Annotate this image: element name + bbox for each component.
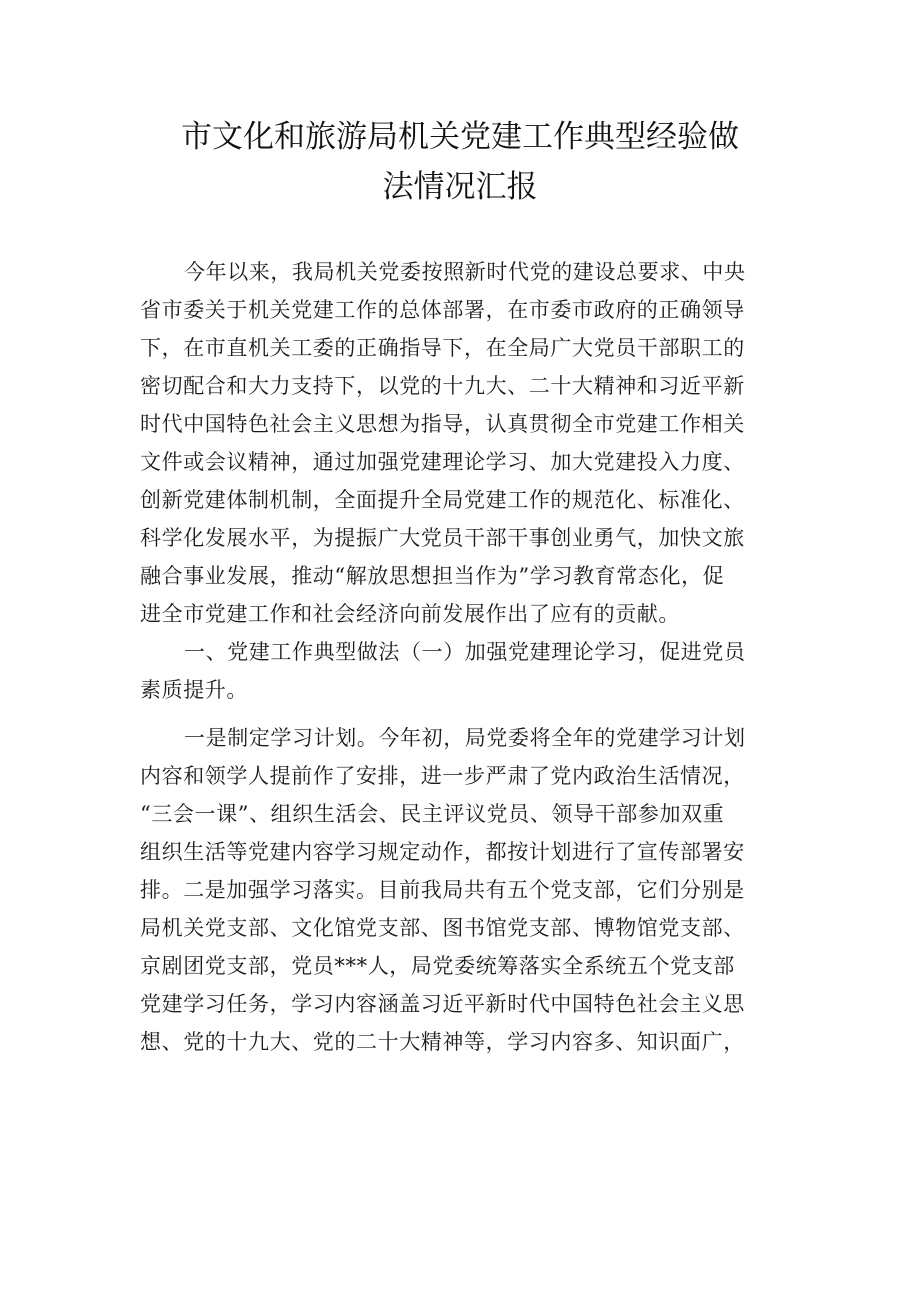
title-line-1: 市文化和旅游局机关党建工作典型经验做 xyxy=(181,119,739,155)
paragraph-2-line-3: “三会一课”、组织生活会、民主评议党员、领导干部参加双重 xyxy=(140,802,725,826)
paragraph-1-line-3: 下，在市直机关工委的正确指导下，在全局广大党员干部职工的 xyxy=(140,336,745,360)
paragraph-1-line-5: 时代中国特色社会主义思想为指导，认真贯彻全市党建工作相关 xyxy=(140,412,745,436)
paragraph-1-line-1: 今年以来，我局机关党委按照新时代党的建设总要求、中央 xyxy=(184,260,746,284)
paragraph-2-line-6: 局机关党支部、文化馆党支部、图书馆党支部、博物馆党支部、 xyxy=(140,916,745,940)
paragraph-1-line-7: 创新党建体制机制，全面提升全局党建工作的规范化、标准化、 xyxy=(140,488,745,512)
paragraph-1-line-10: 进全市党建工作和社会经济向前发展作出了应有的贡献。 xyxy=(140,602,680,626)
paragraph-2-line-1: 一是制定学习计划。今年初，局党委将全年的党建学习计划 xyxy=(184,726,746,750)
document-title xyxy=(120,112,800,212)
section-heading-line-1: 一、党建工作典型做法（一）加强党建理论学习，促进党员 xyxy=(184,640,746,664)
paragraph-2-line-4: 组织生活等党建内容学习规定动作，都按计划进行了宣传部署安 xyxy=(140,840,745,864)
paragraph-2-line-5: 排。二是加强学习落实。目前我局共有五个党支部，它们分别是 xyxy=(140,878,745,902)
section-heading-line-2: 素质提升。 xyxy=(140,678,248,702)
paragraph-1-line-4: 密切配合和大力支持下，以党的十九大、二十大精神和习近平新 xyxy=(140,374,745,398)
paragraph-1-line-8: 科学化发展水平，为提振广大党员干部干事创业勇气，加快文旅 xyxy=(140,526,745,550)
paragraph-2-line-2: 内容和领学人提前作了安排，进一步严肃了党内政治生活情况， xyxy=(140,764,745,788)
paragraph-1-line-2: 省市委关于机关党建工作的总体部署，在市委市政府的正确领导 xyxy=(140,298,745,322)
paragraph-1-line-6: 文件或会议精神，通过加强党建理论学习、加大党建投入力度、 xyxy=(140,450,745,474)
paragraph-2-line-9: 想、党的十九大、党的二十大精神等，学习内容多、知识面广， xyxy=(140,1030,745,1054)
paragraph-2-line-8: 党建学习任务，学习内容涵盖习近平新时代中国特色社会主义思 xyxy=(140,992,745,1016)
title-line-2: 法情况汇报 xyxy=(382,169,538,205)
paragraph-2-line-7: 京剧团党支部，党员***人，局党委统筹落实全系统五个党支部 xyxy=(140,954,735,978)
paragraph-1-line-9: 融合事业发展，推动“解放思想担当作为”学习教育常态化，促 xyxy=(140,564,725,588)
